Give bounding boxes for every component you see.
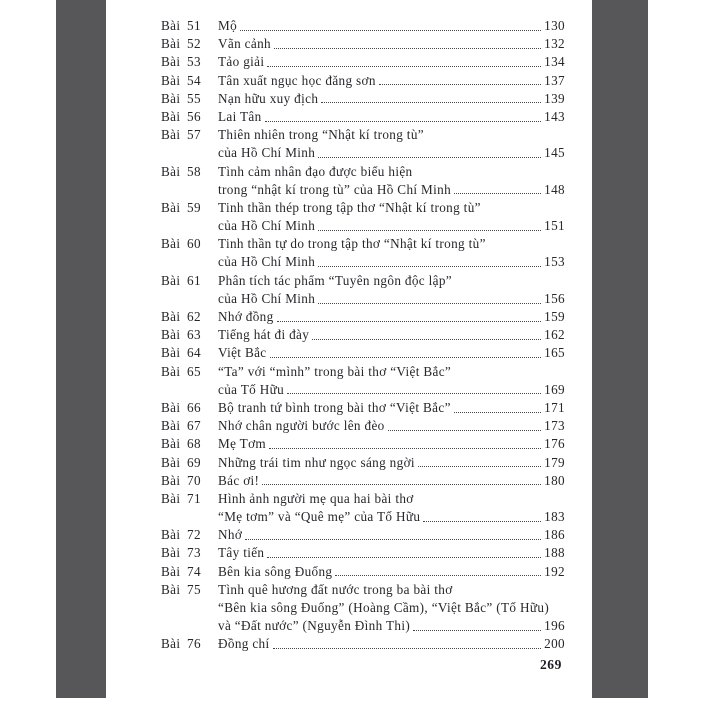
toc-line [161,17,565,35]
dot-leader [274,48,541,49]
entry-page: 130 [544,18,565,33]
entry-page: 200 [544,636,565,652]
entry-label: Bài 65 [161,363,201,379]
entry-title: Tình quê hương đất nước trong ba bài thơ [218,581,453,597]
entry-label: Bài 59 [161,199,201,215]
entry-label: Bài 68 [161,436,201,452]
dot-leader [318,157,541,158]
dot-leader [454,193,541,194]
toc-line [161,163,565,181]
table-of-contents [161,17,565,654]
toc-line [161,217,565,235]
entry-page: 186 [544,527,565,543]
entry-title: “Bên kia sông Đuống” (Hoàng Cầm), “Việt Bắc” (Tố Hữu) [218,600,550,615]
entry-title: “Ta” với “mình” trong bài thơ “Việt Bắc” [218,363,452,379]
dot-leader [273,648,542,649]
toc-line [161,363,565,381]
entry-page: 159 [544,309,565,324]
entry-title: Việt Bắc [218,345,267,361]
dot-leader [388,430,542,431]
entry-page: 162 [544,327,565,343]
dot-leader [312,339,541,340]
dot-leader [262,484,541,485]
dot-leader [454,412,541,413]
toc-line [161,563,565,581]
toc-line [161,290,565,308]
toc-line [161,417,565,435]
entry-page: 171 [544,399,565,415]
dot-leader [267,66,541,67]
toc-line [161,544,565,562]
toc-line [161,399,565,417]
dot-leader [270,357,542,358]
dot-leader [318,303,541,304]
entry-page: 179 [544,454,565,470]
entry-page: 145 [544,145,565,161]
entry-page: 143 [544,108,565,124]
dot-leader [379,84,541,85]
entry-page: 188 [544,545,565,561]
entry-page: 176 [544,436,565,452]
toc-line [161,126,565,144]
entry-title: Tình cảm nhân đạo được biểu hiện [218,163,413,179]
entry-title: Vãn cảnh [218,36,271,52]
entry-page: 192 [544,563,565,579]
entry-page: 153 [544,254,565,270]
toc-line [161,508,565,526]
entry-title: trong “nhật kí trong tù” của Hồ Chí Minh [218,181,452,197]
entry-title: Thiên nhiên trong “Nhật kí trong tù” [218,127,424,143]
entry-label: Bài 74 [161,563,201,579]
toc-line [161,108,565,126]
entry-label: Bài 67 [161,418,201,434]
toc-line [161,381,565,399]
entry-label: Bài 72 [161,527,201,543]
entry-label: Bài 54 [161,72,201,88]
entry-title: Nhớ đồng [218,309,274,324]
entry-page: 132 [544,36,565,52]
entry-title: Tinh thần thép trong tập thơ “Nhật kí trong tù” [218,199,481,215]
entry-label: Bài 76 [161,636,201,652]
entry-page: 183 [544,509,565,525]
toc-line [161,199,565,217]
photo-backdrop-right [592,0,648,698]
page-number: 269 [539,657,562,672]
toc-line [161,344,565,362]
entry-title: và “Đất nước” (Nguyễn Đình Thi) [218,618,411,634]
entry-label: Bài 75 [161,581,201,597]
entry-label: Bài 57 [161,127,201,143]
entry-title: Lai Tân [218,108,262,124]
entry-page: 165 [544,345,565,361]
toc-line [161,581,565,599]
entry-title: Bên kia sông Đuống [218,563,333,579]
toc-line [161,599,565,617]
entry-label: Bài 52 [161,36,201,52]
entry-page: 151 [544,218,565,234]
entry-label: Bài 60 [161,236,201,252]
entry-title: Hình ảnh người mẹ qua hai bài thơ [218,490,414,506]
toc-line [161,326,565,344]
dot-leader [240,30,541,31]
entry-label: Bài 56 [161,108,201,124]
dot-leader [277,321,542,322]
entry-page: 169 [544,381,565,397]
toc-line [161,72,565,90]
dot-leader [318,230,541,231]
entry-label: Bài 53 [161,54,201,70]
entry-page: 137 [544,72,565,88]
entry-page: 196 [544,618,565,634]
entry-title: của Hồ Chí Minh [218,254,316,270]
dot-leader [335,575,541,576]
entry-title: Đồng chí [218,636,270,652]
entry-label: Bài 58 [161,163,201,179]
dot-leader [321,102,541,103]
toc-line [161,526,565,544]
toc-line [161,454,565,472]
dot-leader [318,266,541,267]
toc-line [161,490,565,508]
entry-label: Bài 69 [161,454,201,470]
entry-label: Bài 70 [161,472,201,488]
dot-leader [245,539,541,540]
entry-title: Bác ơi! [218,472,260,488]
entry-label: Bài 66 [161,399,201,415]
dot-leader [287,393,541,394]
toc-line [161,181,565,199]
entry-title: Nhớ chân người bước lên đèo [218,418,385,434]
entry-label: Bài 63 [161,327,201,343]
entry-title: Tảo giải [218,54,265,70]
entry-page: 134 [544,54,565,70]
entry-title: Tân xuất ngục học đăng sơn [218,72,376,88]
entry-page: 148 [544,181,565,197]
toc-line [161,90,565,108]
toc-line [161,617,565,635]
toc-line [161,35,565,53]
entry-title: Những trái tim như ngọc sáng ngời [218,454,415,470]
entry-page: 156 [544,290,565,306]
toc-line [161,308,565,326]
entry-title: “Mẹ tơm” và “Quê mẹ” của Tố Hữu [218,509,421,525]
photo-backdrop-left [56,0,106,698]
toc-line [161,144,565,162]
dot-leader [267,557,541,558]
entry-label: Bài 61 [161,272,201,288]
entry-title: Nạn hữu xuy địch [218,90,319,106]
toc-line [161,53,565,71]
entry-title: Mẹ Tơm [218,436,267,452]
entry-title: của Hồ Chí Minh [218,145,316,161]
toc-line [161,272,565,290]
entry-title: của Tố Hữu [218,381,285,397]
entry-label: Bài 64 [161,345,201,361]
entry-title: Tiếng hát đi đày [218,327,310,343]
entry-title: Tinh thần tự do trong tập thơ “Nhật kí trong tù” [218,236,486,252]
entry-label: Bài 51 [161,18,201,33]
entry-title: Bộ tranh tứ bình trong bài thơ “Việt Bắc” [218,399,451,415]
entry-label: Bài 55 [161,90,201,106]
dot-leader [269,448,541,449]
dot-leader [418,466,541,467]
toc-line [161,635,565,653]
entry-label: Bài 71 [161,490,201,506]
entry-title: của Hồ Chí Minh [218,218,316,234]
entry-title: Phân tích tác phẩm “Tuyên ngôn độc lập” [218,272,453,288]
entry-title: Nhớ [218,527,243,543]
entry-page: 173 [544,418,565,434]
entry-label: Bài 62 [161,309,201,324]
entry-page: 180 [544,472,565,488]
entry-label: Bài 73 [161,545,201,561]
entry-title: của Hồ Chí Minh [218,290,316,306]
dot-leader [265,121,542,122]
entry-title: Mộ [218,18,238,33]
dot-leader [413,630,541,631]
entry-page: 139 [544,90,565,106]
toc-line [161,253,565,271]
toc-line [161,235,565,253]
entry-title: Tây tiến [218,545,265,561]
toc-line [161,435,565,453]
dot-leader [423,521,541,522]
toc-line [161,472,565,490]
